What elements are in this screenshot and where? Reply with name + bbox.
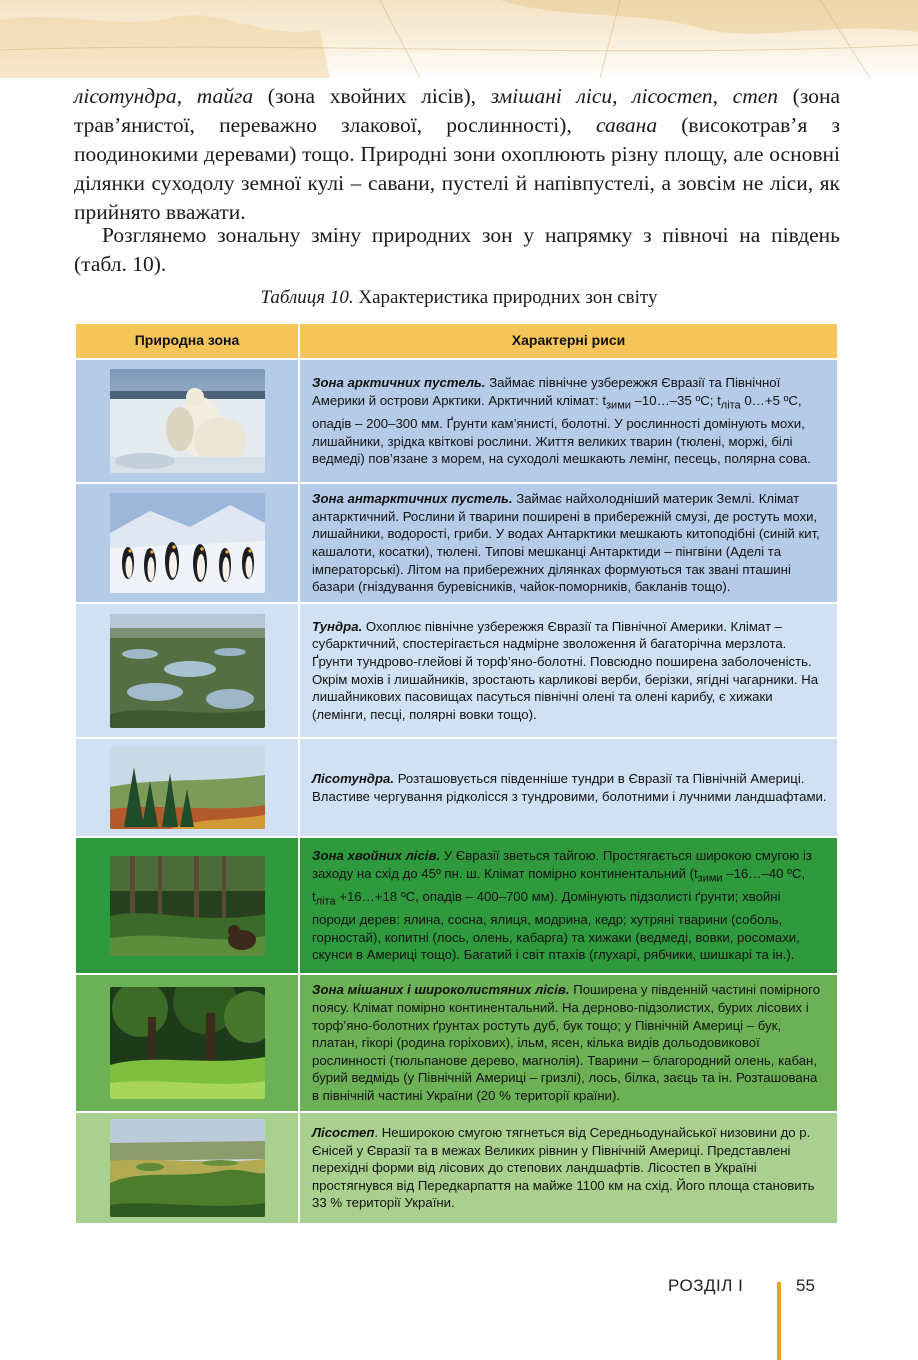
term-savanna: савана <box>596 113 658 137</box>
table-row <box>75 1112 838 1224</box>
forest-tundra-photo <box>110 747 265 829</box>
polar-bears-photo <box>110 369 265 473</box>
zone-text: Поширена у південній частині помірного поясу. Клімат помірно континентальний. На дерново-підзолистих, бурих лісових і торф’яно-болотних ґрунтах ростуть дуб, бук тощо; у Північній Америці – бук, платан, гікорі (родина горіхових), ільм, ясен, кілька видів дольодовикової рослинності (тюльпанове дерево, магнолія). Тварини – благородний олень, кабан, бурий ведмідь (у Північній Америці – гризлі), лось, білка, заєць та ін. Розташована в північній частині України (20 % території країни). <box>312 982 821 1103</box>
taiga-photo <box>110 856 265 956</box>
separator: , <box>612 84 633 108</box>
separator: , <box>176 84 197 108</box>
zone-description <box>299 738 838 837</box>
zone-text: Займає північне узбережжя Євразії та Північної Америки й острови Арктики. Арктичний клімат: t <box>312 375 781 408</box>
zone-photo-cell <box>75 974 299 1112</box>
zone-photo-cell <box>75 483 299 603</box>
table-caption-text: Характеристика природних зон світу <box>353 287 658 308</box>
zone-text: +16…+18 ºС, опадів – 400–700 мм). Домінують підзолисті ґрунти; хвойні породи дерев: ялина, сосна, ялиця, модрина, кедр; хутряні тварини (соболь, горностай), копитні (лось, олень, кабарга) та хижаки (ведмеді, вовки, росомахи, скунси в Америці тощо). Багатий і світ птахів (глухарі, рябчики, шишкарі та ін.). <box>312 888 800 963</box>
zone-photo-cell <box>75 359 299 483</box>
term-steppe: степ <box>732 84 779 108</box>
zone-photo-cell <box>75 738 299 837</box>
separator: , <box>712 84 733 108</box>
zone-title: Зона антарктичних пустель. <box>312 491 513 507</box>
zone-text: Займає найхолодніший материк Землі. Клімат антарктичний. Рослини й тварини поширені в прибережній смузі, де ростуть мохи, лишайники, водорості, гриби. У водах Антарктики мешкають китоподібні (синій кит, кашалоти, косатки), тюлені. Типові мешканці Антарктиди – пінгвіни (Аделі та імператорські). Літом на прибережних ділянках формуються так звані пташині базари (гніздування буревісників, чайок-поморників, бакланів тощо). <box>312 491 820 595</box>
zone-title: Лісостеп <box>312 1125 375 1141</box>
top-map-decoration <box>0 0 918 78</box>
zone-description <box>299 974 838 1112</box>
term-forest-steppe: лісостеп <box>632 84 713 108</box>
term-forest-tundra: лісотундра <box>74 84 177 108</box>
subscript: літа <box>315 895 336 908</box>
intro-text: (зона хвойних лісів), <box>253 84 491 108</box>
zone-title: Зона хвойних лісів. <box>312 848 441 864</box>
zone-text: –10…–35 ºС; t <box>630 392 721 408</box>
term-mixed-forests: змішані ліси <box>490 84 613 108</box>
zone-description <box>299 837 838 974</box>
forest-steppe-photo <box>110 1119 265 1217</box>
zone-title: Лісотундра. <box>312 770 395 786</box>
zone-photo-cell <box>75 1112 299 1224</box>
zone-title: Тундра. <box>312 618 363 634</box>
footer-accent-bar <box>777 1282 781 1360</box>
table-row <box>75 483 838 603</box>
penguins-photo <box>110 493 265 593</box>
intro-text: (високотрав’я з поодинокими деревами) тощо. Природні зони охоплюють різну площу, але основні ділянки суходолу земної кулі – савани, пустелі й напівпустелі, а зовсім не ліси, як прийнято вважати. <box>74 113 841 224</box>
subscript: літа <box>720 399 741 412</box>
zone-title: Зона мішаних і широколистяних лісів. <box>312 982 570 998</box>
page-number: 55 <box>796 1276 815 1295</box>
zone-photo-cell <box>75 837 299 974</box>
zone-text: У Євразії зветься тайгою. Простягається широкою смугою із заходу на схід до 45º пн. ш. Клімат помірно континентальний (t <box>312 848 812 881</box>
zone-text: –16…–40 ºС, t <box>312 865 806 904</box>
zone-description <box>299 359 838 483</box>
zone-title: Зона арктичних пустель. <box>312 375 486 391</box>
tundra-photo <box>110 614 265 728</box>
header-zone: Природна зона <box>75 323 299 359</box>
table-caption <box>0 287 918 309</box>
table-caption-label: Таблиця 10. <box>260 287 354 308</box>
zone-description <box>299 483 838 603</box>
zone-text: Розташовується південніше тундри в Євразії та Північній Америці. Властиве чергування рідколісся з тундровими, болотними і лучними ландшафтами. <box>312 770 827 804</box>
mixed-forest-photo <box>110 987 265 1099</box>
intro-text: (зона трав’янистої, переважно злакової, рослинності), <box>74 84 840 137</box>
table-row <box>75 974 838 1112</box>
header-features: Характерні риси <box>299 323 838 359</box>
transition-paragraph: Розглянемо зональну зміну природних зон у напрямку з півночі на південь (табл. 10). <box>74 223 840 276</box>
natural-zones-table <box>74 322 839 1225</box>
zone-text: . Неширокою смугою тягнеться від Середньодунайської низовини до р. Єнісей у Євразії та в межах Великих рівнин у Північній Америці. Представлені перехідні форми від лісових до степових ландшафтів. Лісостеп в Україні простягнувся від Передкарпаття на майже 1100 км на схід. Його площа становить 33 % території України. <box>312 1125 815 1211</box>
zone-text: 0…+5 ºС, опадів – 200–300 мм. Ґрунти кам’янисті, болотні. У рослинності домінують мохи, лишайники, зрідка квіткові рослини. Життя великих тварин (тюлені, моржі, білі ведмеді) пов’язане з морем, на суходолі мешкають лемінг, песець, полярна сова. <box>312 392 811 467</box>
intro-paragraph <box>74 82 840 227</box>
table-row <box>75 837 838 974</box>
table-row <box>75 359 838 483</box>
term-taiga: тайга <box>196 84 254 108</box>
zone-description <box>299 1112 838 1224</box>
section-label: РОЗДІЛ І <box>668 1276 744 1295</box>
table-row <box>75 738 838 837</box>
zone-photo-cell <box>75 603 299 738</box>
table-row <box>75 603 838 738</box>
zone-text: Охоплює північне узбережжя Євразії та Північної Америки. Клімат – субарктичний, спостерігається надмірне зволоження й багаторічна мерзлота. Ґрунти тундрово-глейові й торф’яно-болотні. Повсюдно поширена заболоченість. Окрім мохів і лишайників, зростають карликові верби, берізки, ягідні чагарники. На лишайникових пасовищах пасуться північні олені та олені карибу, є хижаки (лемінги, песці, полярні вовки тощо). <box>312 618 819 722</box>
subscript: зими <box>606 399 631 412</box>
zone-description <box>299 603 838 738</box>
subscript: зими <box>697 872 723 885</box>
